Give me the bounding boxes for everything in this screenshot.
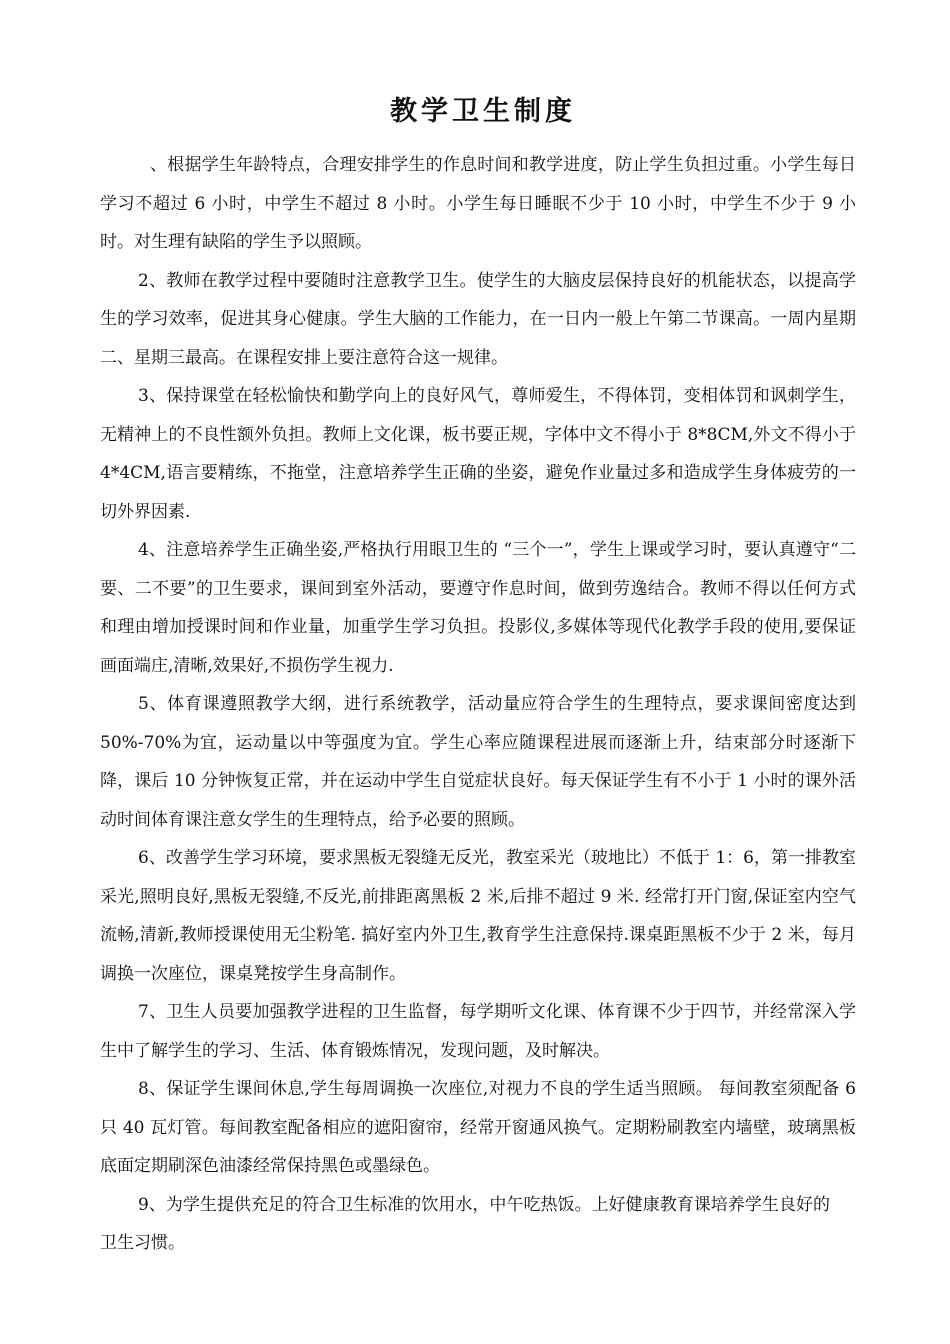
paragraph-8: 8、保证学生课间休息,学生每周调换一次座位,对视力不良的学生适当照顾。 每间教室须配备 6 只 40 瓦灯管。每间教室配备相应的遮阳窗帘，经常开窗通风换气。定期粉刷教室内墙壁，玻璃黑板底面定期刷深色油漆经常保持黑色或墨绿色。 [100, 1079, 857, 1176]
paragraph-3: 3、保持课堂在轻松愉快和勤学向上的良好风气，尊师爱生，不得体罚，变相体罚和讽刺学生，无精神上的不良性额外负担。教师上文化课，板书要正规，字体中文不得小于 8*8CM,外文不得小于 4*4CM,语言要精练，不拖堂，注意培养学生正确的坐姿，避免作业量过多和造成学生身体疲劳的一切外界因素. [100, 386, 856, 522]
paragraph-9: 9、为学生提供充足的符合卫生标准的饮用水，中午吃热饭。上好健康教育课培养学生良好的卫生习惯。 [100, 1194, 830, 1253]
paragraph-5: 5、体育课遵照教学大纲，进行系统教学，活动量应符合学生的生理特点，要求课间密度达到 50%-70%为宜，运动量以中等强度为宜。学生心率应随课程进展而逐渐上升，结束部分时逐渐下降，课后 10 分钟恢复正常，并在运动中学生自觉症状良好。每天保证学生有不小于 1 小时的课外活动时间体育课注意女学生的生理特点，给予必要的照顾。 [100, 694, 856, 830]
paragraph-1: 、根据学生年龄特点，合理安排学生的作息时间和教学进度，防止学生负担过重。小学生每日学习不超过 6 小时，中学生不超过 8 小时。小学生每日睡眠不少于 10 小时，中学生不少于 9 小时。对生理有缺陷的学生予以照顾。 [100, 155, 856, 252]
paragraph-7: 7、卫生人员要加强教学进程的卫生监督，每学期听文化课、体育课不少于四节，并经常深入学生中了解学生的学习、生活、体育锻炼情况，发现问题，及时解决。 [100, 1002, 856, 1061]
document-page [100, 92, 856, 1263]
paragraph-4: 4、注意培养学生正确坐姿,严格执行用眼卫生的 “三个一”，学生上课或学习时，要认真遵守“二要、二不要”的卫生要求，课间到室外活动，要遵守作息时间，做到劳逸结合。教师不得以任何方式和理由增加授课时间和作业量，加重学生学习负担。投影仪,多媒体等现代化教学手段的使用,要保证画面端庄,清晰,效果好,不损伤学生视力. [100, 540, 856, 676]
paragraph-6: 6、改善学生学习环境，要求黑板无裂缝无反光，教室采光（玻地比）不低于 1：6，第一排教室采光,照明良好,黑板无裂缝,不反光,前排距离黑板 2 米,后排不超过 9 米. 经常打开门窗,保证室内空气流畅,清新,教师授课使用无尘粉笔. 搞好室内外卫生,教育学生注意保持.课桌距黑板不少于 2 米，每月调换一次座位，课桌凳按学生身高制作。 [100, 848, 856, 984]
paragraph-2: 2、教师在教学过程中要随时注意教学卫生。使学生的大脑皮层保持良好的机能状态，以提高学生的学习效率，促进其身心健康。学生大脑的工作能力，在一日内一般上午第二节课高。一周内星期二、星期三最高。在课程安排上要注意符合这一规律。 [100, 270, 856, 368]
document-title: 教学卫生制度 [390, 96, 576, 127]
